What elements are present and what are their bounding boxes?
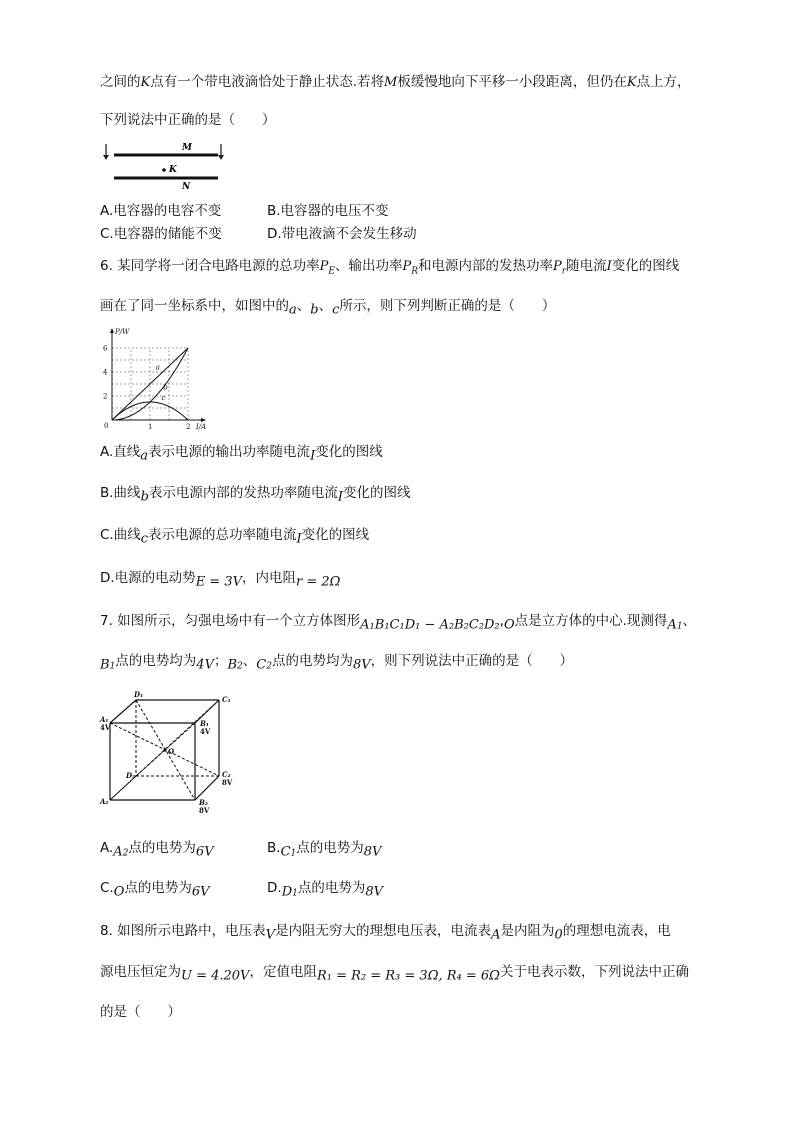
q7-stem-line2: $_{B1}$点的电势均为$_{4V}$；$_{B2}$、$_{C2}$点的电势均为$_{8V}$，则下列说法中正确的是（ ） <box>100 653 574 673</box>
vertex-c2-label: C₂ <box>222 770 231 779</box>
q5-option-b[interactable]: B.电容器的电压不变 <box>267 203 389 219</box>
plate-m-label: M <box>182 143 192 153</box>
cube-figure <box>98 688 238 818</box>
q5-stem-line1: 之间的K点有一个带电液滴恰处于静止状态.若将M板缓慢地向下平移一小段距离，但仍在K点上方， <box>100 74 691 90</box>
x-axis-label: I/A <box>196 423 207 431</box>
x-tick-label: 2 <box>186 423 191 431</box>
q6-option-a[interactable]: A.直线$_a$表示电源的输出功率随电流$_I$变化的图线 <box>100 444 383 464</box>
y-tick-label: 2 <box>103 392 108 401</box>
series-a-label: a <box>155 363 160 372</box>
q7-option-c[interactable]: $C._O$点的电势为$_{6V}$ <box>100 880 210 900</box>
vertex-d2-label: D₂ <box>126 771 136 780</box>
q6-option-d[interactable]: D.电源的电动势$_{E = 3V}$，内电阻$_{r = 2\Omega}$ <box>100 570 341 590</box>
q8-stem-line3: 的是（ ） <box>100 1004 181 1020</box>
q6-stem-line2: 画在了同一坐标系中，如图中的$_a$、$_b$、$_c$所示，则下列判断正确的是（ ） <box>100 298 556 318</box>
vertex-b1-potential: 4V <box>200 727 211 736</box>
vertex-c1-label: C₁ <box>222 695 231 704</box>
q7-option-b[interactable]: $B._{C1}$点的电势为$_{8V}$ <box>267 840 382 860</box>
center-o-label: O <box>168 747 175 756</box>
q7-option-d[interactable]: $D._{D1}$点的电势为$_{8V}$ <box>267 880 384 900</box>
origin-label: 0 <box>104 422 109 430</box>
vertex-b2-potential: 8V <box>199 806 210 815</box>
q5-option-a[interactable]: A.电容器的电容不变 <box>100 203 222 219</box>
series-b-label: b <box>163 383 168 392</box>
q5-option-c[interactable]: C.电容器的储能不变 <box>100 226 222 242</box>
q7-stem-line1: 7. 如图所示，匀强电场中有一个立方体图形$_{A_1B_1C_1D_1 - A_2B_2C_2D_2},_O$点是立方体的中心.现测得$_{A1}$、 <box>100 613 697 633</box>
y-tick-label: 4 <box>103 368 108 377</box>
vertex-b2-label: B₂ <box>199 798 208 807</box>
vertex-d1-label: D₁ <box>134 690 144 699</box>
point-k-label: K <box>169 165 177 175</box>
q5-stem-line2: 下列说法中正确的是（ ） <box>100 112 276 128</box>
vertex-a1-label: A₁ <box>100 715 109 724</box>
q6-stem-line1: 6. 某同学将一闭合电路电源的总功率$P_E$、输出功率$P_R$和电源内部的发热功率$P_r$随电流I变化的图线 <box>100 258 680 277</box>
x-tick-label: 1 <box>148 423 153 431</box>
capacitor-figure <box>100 138 230 192</box>
y-axis-label: P/W <box>115 328 130 336</box>
q8-stem-line1: 8. 如图所示电路中，电压表$_V$是内阻无穷大的理想电压表，电流表$_A$是内阻为$_0$的理想电流表，电 <box>100 923 671 943</box>
q6-option-c[interactable]: C.曲线$_c$表示电源的总功率随电流$_I$变化的图线 <box>100 527 370 547</box>
q6-option-b[interactable]: B.曲线$_b$表示电源内部的发热功率随电流$_I$变化的图线 <box>100 485 411 505</box>
q7-option-a[interactable]: $A._{A2}$点的电势为$_{6V}$ <box>100 840 214 860</box>
y-tick-label: 6 <box>103 344 108 353</box>
power-current-chart <box>100 326 212 432</box>
vertex-a1-potential: 4V <box>100 723 111 732</box>
series-c-label: c <box>161 394 166 403</box>
x-axis-arrow <box>201 418 206 422</box>
y-axis-arrow <box>110 328 114 333</box>
vertex-a2-label: A₂ <box>100 797 109 806</box>
vertex-b1-label: B₁ <box>200 719 209 728</box>
q5-option-d[interactable]: D.带电液滴不会发生移动 <box>267 226 417 242</box>
vertex-c2-potential: 8V <box>222 778 233 787</box>
plate-n-label: N <box>182 182 191 192</box>
q8-stem-line2: 源电压恒定为$_{U = 4.20V}$，定值电阻$_{R_1 = R_2 = R_3 = 3\Omega, R_4 = 6\Omega}$关于电表示数，下列说法中正确 <box>100 964 689 984</box>
